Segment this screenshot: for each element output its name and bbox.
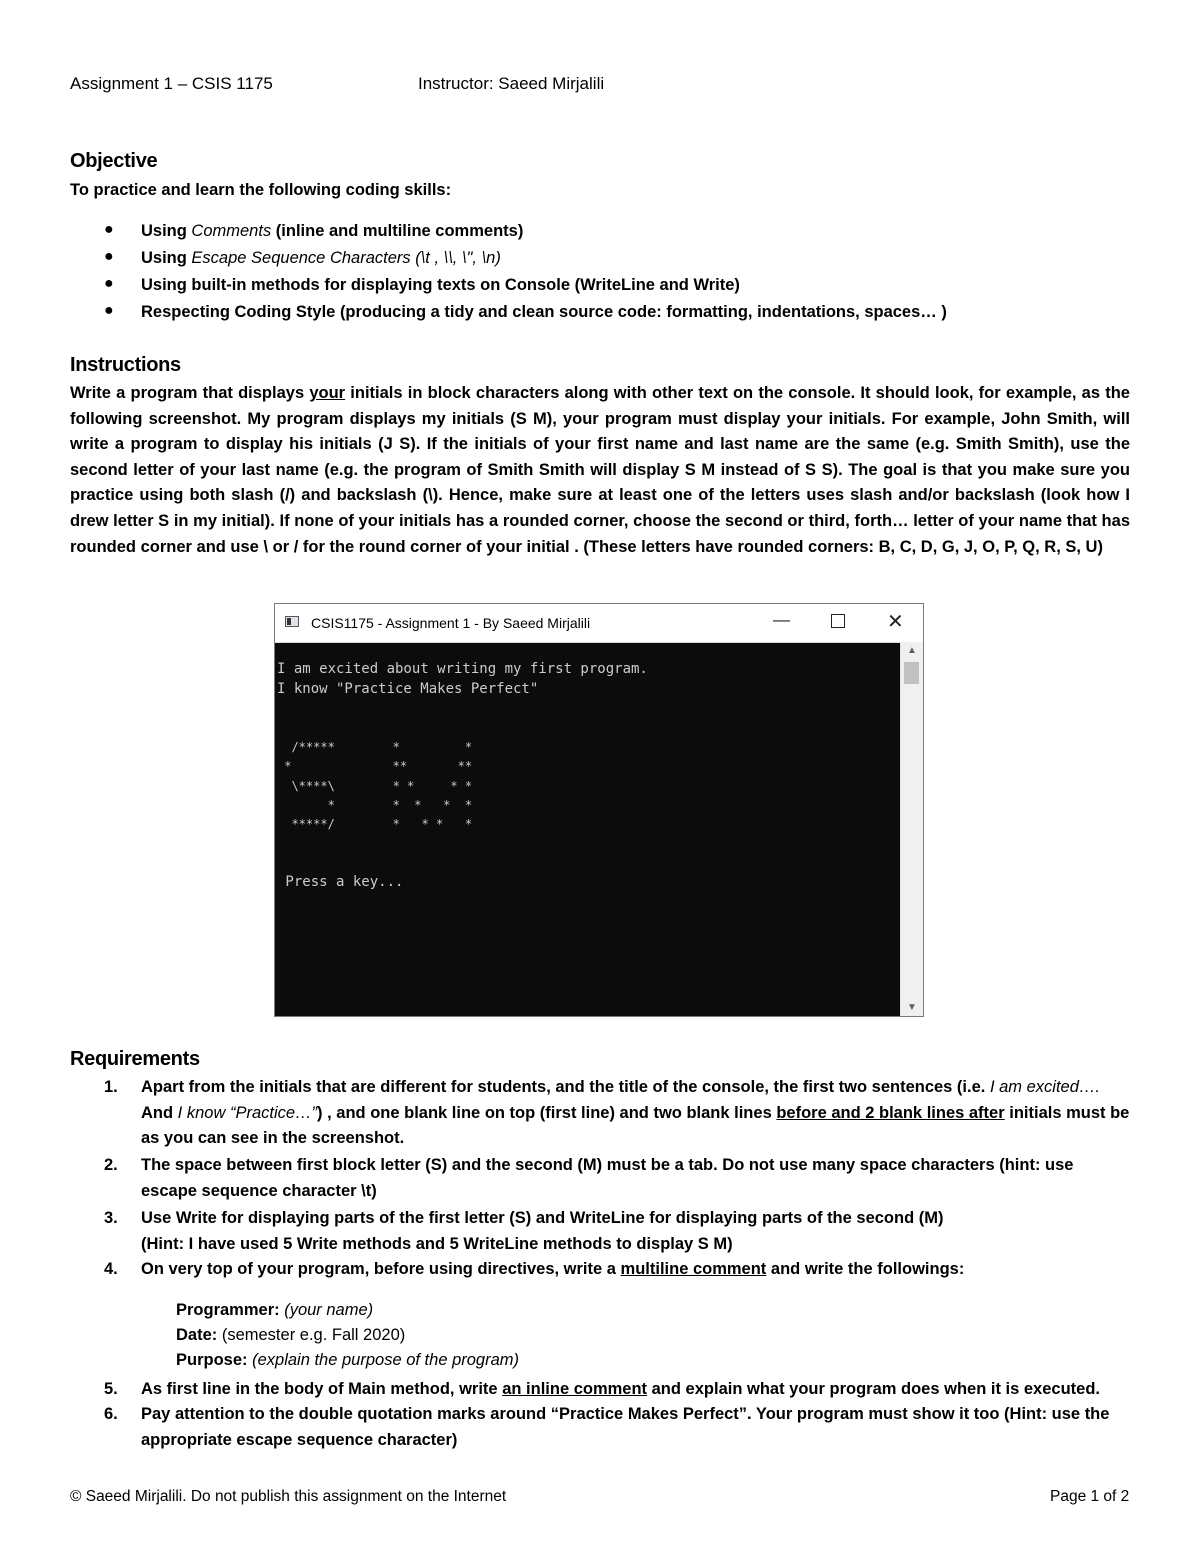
header-course: Assignment 1 – CSIS 1175 [70, 74, 273, 93]
console-output [275, 642, 901, 1016]
minimize-icon: — [773, 610, 790, 629]
bullet-icon: ● [104, 248, 114, 265]
console-line-2: I know "Practice Makes Perfect" [277, 680, 539, 697]
header-instructor: Instructor: Saeed Mirjalili [418, 74, 605, 93]
console-app-icon [285, 616, 299, 627]
console-prompt: Press a key... [277, 874, 404, 891]
bullet-icon: ● [104, 275, 114, 292]
maximize-icon [831, 614, 845, 628]
scroll-up-icon: ▲ [907, 645, 917, 656]
objective-heading: Objective [70, 150, 158, 172]
console-title: CSIS1175 - Assignment 1 - By Saeed Mirjalili [311, 615, 591, 631]
console-titlebar [275, 604, 923, 643]
bullet-icon: ● [104, 221, 114, 238]
initials-art-row: *****/ * * * * [277, 817, 473, 832]
console-scrollbar [900, 642, 923, 1016]
bullet-icon: ● [104, 302, 114, 319]
instructions-paragraph: Write a program that displays your initials in block characters along with other text on the console. It should look, for example, as the following screenshot. My program displays my initials (S M), your program must display your initials. For example, John Smith, will write a program to display his initials (J S). If the initials of your first name and last name are the same (e.g. Smith Smith), use the second letter of your last name (e.g. the program of Smith Smith will display S M instead of S S). The goal is that you make sure you practice using both slash (/) and backslash (\). Hence, make sure at least one of the letters uses slash and/or backslash (look how I drew letter S in my initial). If none of your initials has a rounded corner, choose the second or third, forth… letter of your name that has rounded corner and use \ or / for the round corner of your initial . (These letters have rounded corners: B, C, D, G, J, O, P, Q, R, S, U) [70, 384, 1130, 556]
objective-intro: To practice and learn the following coding skills: [70, 181, 452, 199]
console-window-screenshot [274, 603, 924, 1017]
initials-art-row: \****\ * * * * [277, 778, 473, 793]
initials-art-row: * ** ** [277, 759, 473, 774]
comment-field-purpose: Purpose: (explain the purpose of the program) [176, 1351, 520, 1369]
requirements-heading: Requirements [70, 1048, 200, 1070]
comment-field-date: Date: (semester e.g. Fall 2020) [176, 1326, 406, 1344]
footer-copyright: © Saeed Mirjalili. Do not publish this assignment on the Internet [70, 1488, 507, 1505]
comment-field-programmer: Programmer: (your name) [176, 1301, 374, 1319]
footer-page-number: Page 1 of 2 [1050, 1488, 1130, 1505]
close-icon: ✕ [887, 611, 904, 633]
instructions-heading: Instructions [70, 354, 181, 376]
scroll-down-icon: ▼ [907, 1002, 917, 1013]
initials-art-row: /***** * * [277, 740, 473, 754]
initials-art-row: * * * * * [277, 797, 473, 812]
scroll-thumb [904, 662, 919, 684]
console-line-1: I am excited about writing my first program. [277, 661, 648, 677]
